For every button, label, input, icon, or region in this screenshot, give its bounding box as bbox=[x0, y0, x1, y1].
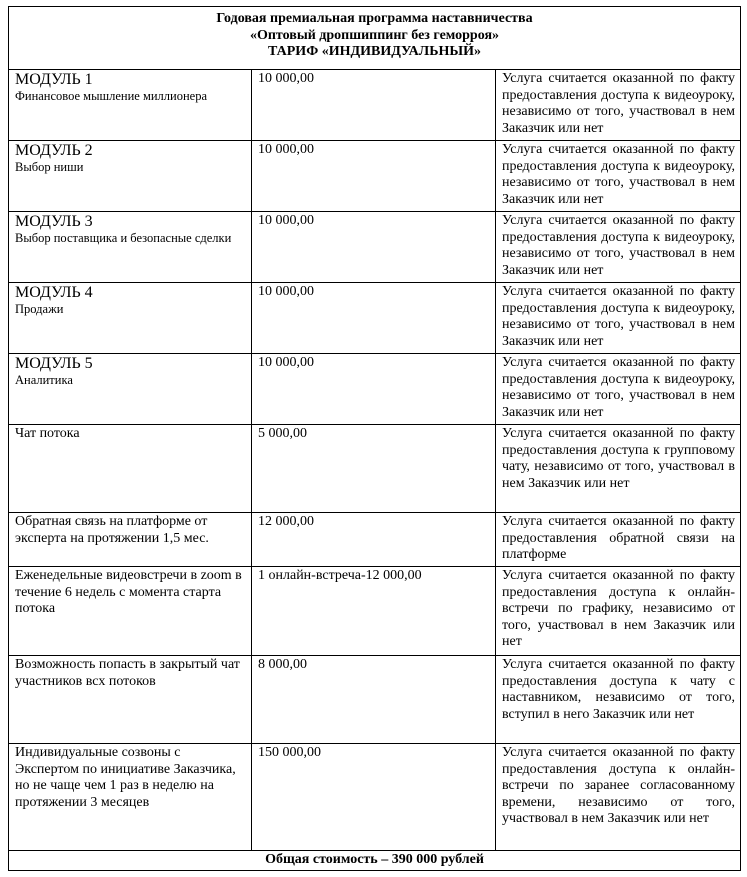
condition-cell: Услуга считается оказанной по факту предоставления доступа к видеоуроку, независимо от того, участвовал в нем Заказчик или нет bbox=[496, 212, 741, 283]
condition-cell: Услуга считается оказанной по факту предоставления доступа к онлайн-встречи по заранее согласованному времени, независимо от того, участвовал в нем Заказчик или нет bbox=[496, 744, 741, 851]
price-cell: 12 000,00 bbox=[252, 513, 496, 567]
price-cell: 10 000,00 bbox=[252, 212, 496, 283]
service-cell bbox=[9, 70, 252, 141]
service-cell: Возможность попасть в закрытый чат участников всх потоков bbox=[9, 656, 252, 744]
price-cell: 5 000,00 bbox=[252, 425, 496, 513]
price-cell: 8 000,00 bbox=[252, 656, 496, 744]
service-cell bbox=[9, 212, 252, 283]
table-row bbox=[9, 70, 741, 141]
table-row bbox=[9, 744, 741, 851]
header-line-2: «Оптовый дропшиппинг без геморроя» bbox=[249, 27, 500, 43]
module-title: МОДУЛЬ 5 bbox=[15, 355, 93, 372]
price-cell: 10 000,00 bbox=[252, 354, 496, 425]
service-cell: Обратная связь на платформе от эксперта на протяжении 1,5 мес. bbox=[9, 513, 252, 567]
module-subtitle: Выбор ниши bbox=[15, 160, 84, 174]
price-cell: 10 000,00 bbox=[252, 283, 496, 354]
price-cell: 10 000,00 bbox=[252, 141, 496, 212]
module-subtitle: Выбор поставщика и безопасные сделки bbox=[15, 231, 232, 245]
document-header bbox=[9, 7, 741, 70]
condition-cell: Услуга считается оказанной по факту предоставления доступа к онлайн-встречи по графику, независимо от того, участвовал в нем Заказчик или нет bbox=[496, 567, 741, 656]
table-row bbox=[9, 656, 741, 744]
condition-cell: Услуга считается оказанной по факту предоставления обратной связи на платформе bbox=[496, 513, 741, 567]
table-row bbox=[9, 283, 741, 354]
condition-cell: Услуга считается оказанной по факту предоставления доступа к видеоуроку, независимо от того, участвовал в нем Заказчик или нет bbox=[496, 283, 741, 354]
price-cell: 150 000,00 bbox=[252, 744, 496, 851]
service-cell bbox=[9, 354, 252, 425]
condition-cell: Услуга считается оказанной по факту предоставления доступа к групповому чату, независимо от того, участвовал в нем Заказчик или нет bbox=[496, 425, 741, 513]
module-subtitle: Аналитика bbox=[15, 373, 73, 387]
header-line-1: Годовая премиальная программа наставничества bbox=[216, 11, 533, 26]
service-cell: Чат потока bbox=[9, 425, 252, 513]
condition-cell: Услуга считается оказанной по факту предоставления доступа к видеоуроку, независимо от того, участвовал в нем Заказчик или нет bbox=[496, 70, 741, 141]
table-row bbox=[9, 513, 741, 567]
table-row bbox=[9, 141, 741, 212]
condition-cell: Услуга считается оказанной по факту предоставления доступа к чату с наставником, независимо от того, вступил в него Заказчик или нет bbox=[496, 656, 741, 744]
service-cell bbox=[9, 141, 252, 212]
table-row bbox=[9, 567, 741, 656]
condition-cell: Услуга считается оказанной по факту предоставления доступа к видеоуроку, независимо от того, участвовал в нем Заказчик или нет bbox=[496, 354, 741, 425]
module-subtitle: Продажи bbox=[15, 302, 64, 316]
table-row bbox=[9, 354, 741, 425]
header-row bbox=[9, 7, 741, 70]
total-cost: Общая стоимость – 390 000 рублей bbox=[9, 851, 741, 871]
module-title: МОДУЛЬ 1 bbox=[15, 71, 93, 88]
module-title: МОДУЛЬ 3 bbox=[15, 213, 93, 230]
total-row bbox=[9, 851, 741, 871]
module-subtitle: Финансовое мышление миллионера bbox=[15, 89, 208, 103]
service-cell bbox=[9, 283, 252, 354]
module-title: МОДУЛЬ 4 bbox=[15, 284, 93, 301]
table-row bbox=[9, 425, 741, 513]
price-cell: 10 000,00 bbox=[252, 70, 496, 141]
condition-cell: Услуга считается оказанной по факту предоставления доступа к видеоуроку, независимо от того, участвовал в нем Заказчик или нет bbox=[496, 141, 741, 212]
table-row bbox=[9, 212, 741, 283]
tariff-table bbox=[8, 6, 741, 871]
module-title: МОДУЛЬ 2 bbox=[15, 142, 93, 159]
service-cell: Еженедельные видеовстречи в zoom в течение 6 недель с момента старта потока bbox=[9, 567, 252, 656]
service-cell: Индивидуальные созвоны с Экспертом по инициативе Заказчика, но не чаще чем 1 раз в неделю на протяжении 3 месяцев bbox=[9, 744, 252, 851]
header-line-3: ТАРИФ «ИНДИВИДУАЛЬНЫЙ» bbox=[268, 44, 481, 59]
price-cell: 1 онлайн-встреча-12 000,00 bbox=[252, 567, 496, 656]
